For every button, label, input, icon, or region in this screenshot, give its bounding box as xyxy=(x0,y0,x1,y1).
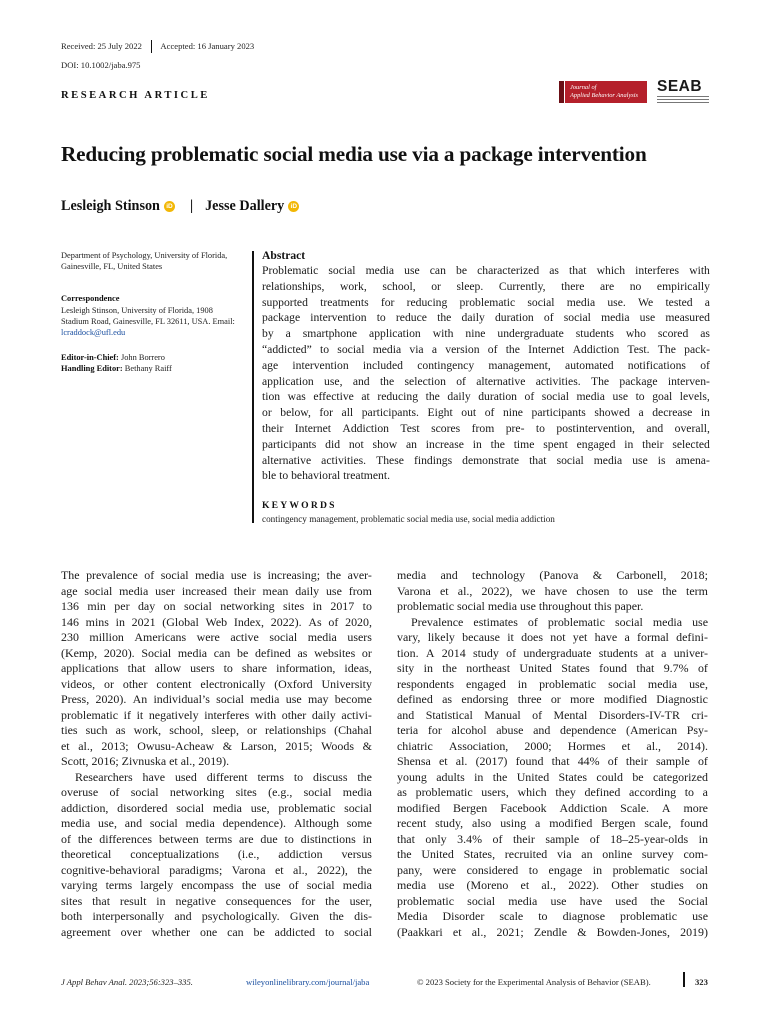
article-meta xyxy=(61,40,254,71)
text-line: participants did not show an increase in the time spent engaged in their selected xyxy=(262,437,710,451)
editors xyxy=(61,352,241,374)
text-line: their Internet Addiction Test scores from pre- to postintervention, and overall, xyxy=(262,421,710,435)
text-line: 136 min per day on social networking sites in 2017 to xyxy=(61,599,372,613)
abstract-divider xyxy=(252,251,254,523)
editor-name: John Borrero xyxy=(120,353,165,363)
text-line: cognitive-behavioral paradigms; Varona et al., 2022), the xyxy=(61,862,372,877)
text-line: vary, likely because it does not yet have a formal defini- xyxy=(397,630,708,644)
text-line: theoretical conceptualizations (i.e., addiction versus xyxy=(61,847,372,861)
correspondence xyxy=(61,293,241,338)
text-line: addiction, disordered social media use, problematic social xyxy=(61,800,372,815)
correspondence-address: Lesleigh Stinson, University of Florida, 1908 Stadium Road, Gainesville, FL 32611, USA. xyxy=(61,305,213,326)
article-sidebar xyxy=(61,250,241,384)
text-line: pany, were considered to engage in problematic social xyxy=(397,862,708,877)
text-line: ble to behavioral treatment. xyxy=(262,469,390,483)
text-line: The prevalence of social media use is increasing; the aver- xyxy=(61,568,372,582)
text-line: media and technology (Panova & Carbonell, 2018; xyxy=(397,568,708,582)
email-link[interactable]: lcraddock@ufl.edu xyxy=(61,328,126,338)
text-line: alternative activities. These findings demonstrate that social media use is amena- xyxy=(262,453,710,467)
received-date: Received: 25 July 2022 xyxy=(61,41,142,51)
text-line: Researchers have used different terms to discuss the xyxy=(75,769,372,784)
text-line: 230 million Americans were active social media users xyxy=(61,630,372,644)
handling-editor-label: Handling Editor: xyxy=(61,364,123,374)
correspondence-label: Correspondence xyxy=(61,294,120,304)
text-line: varying terms largely encompass the use of social media xyxy=(61,878,372,892)
text-line: young adults in the United States could be categorized xyxy=(397,769,708,784)
text-line: applications that allow users to share information, ideas, xyxy=(61,661,372,675)
abstract-heading: Abstract xyxy=(262,249,306,262)
text-line: chiatric Association, 2000; Hormes et al., 2014). xyxy=(397,738,708,753)
text-line: Press, 2020). An individual’s social media use may become xyxy=(61,692,372,706)
text-line: Varona et al., 2022), we have chosen to use the term xyxy=(397,583,708,598)
meta-divider xyxy=(151,40,153,53)
email-label: Email: xyxy=(212,316,235,326)
article-title: Reducing problematic social media use via a package intervention xyxy=(61,142,647,166)
footer-url[interactable]: wileyonlinelibrary.com/journal/jaba xyxy=(246,977,370,987)
text-line: Prevalence estimates of problematic social media use xyxy=(411,614,708,629)
orcid-icon[interactable]: iD xyxy=(164,201,175,212)
keywords-heading: KEYWORDS xyxy=(262,500,337,511)
keywords-list: contingency management, problematic social media use, social media addiction xyxy=(262,514,555,524)
text-line: overuse of social networking sites (e.g., social media xyxy=(61,785,372,799)
text-line: media use, and social media dependence). Although some xyxy=(61,816,372,830)
editor-label: Editor-in-Chief: xyxy=(61,353,119,363)
text-line: tion. A 2014 study of undergraduate students at a univer- xyxy=(397,645,708,660)
text-line: teria for alcohol abuse and dependence (American Psy- xyxy=(397,723,708,737)
text-line: Media Disorder scale to diagnose problematic use xyxy=(397,909,708,923)
text-line: supported treatments for reducing problematic social media use. We tested a xyxy=(262,295,710,309)
author-separator: | xyxy=(189,198,194,214)
body-column-right xyxy=(397,568,708,940)
text-line: the United States, recruited via an online survey com- xyxy=(397,847,708,861)
text-line: et al., 2013; Owusu-Acheaw & Larson, 2015; Woods & xyxy=(61,738,372,753)
text-line: Shensa et al. (2017) found that 44% of their sample of xyxy=(397,754,708,768)
text-line: 146 mins in 2021 (Global Web Index, 2022). As of 2020, xyxy=(61,614,372,629)
text-line: relationships, work, school, or sleep. Currently, there are no empirically xyxy=(262,279,710,293)
text-line: (Paakkari et al., 2021; Zendle & Bowden-Jones, 2019) xyxy=(397,924,708,939)
section-label: RESEARCH ARTICLE xyxy=(61,90,210,101)
text-line: Scott, 2016; Zivnuska et al., 2019). xyxy=(61,754,230,768)
text-line: that only 3.4% of their sample of 18–25-year-olds in xyxy=(397,831,708,846)
text-line: “addicted” to social media via a version of the Internet Addiction Test. The pack- xyxy=(262,342,710,356)
author-name[interactable]: Jesse Dallery xyxy=(205,198,285,214)
text-line: age social media user increased their mean daily use from xyxy=(61,583,372,598)
text-line: Problematic social media use can be characterized as that which interferes with xyxy=(262,264,710,277)
text-line: age intervention included contingency management, automated notifications of xyxy=(262,358,710,372)
text-line: of the differences between terms are due to distinctions in xyxy=(61,831,372,846)
text-line: recent study, also using a modified Bergen scale, found xyxy=(397,816,708,830)
page-number: 323 xyxy=(695,977,708,987)
text-line: or below, for all participants. Eight out of nine participants showed a decrease in xyxy=(262,406,710,420)
handling-editor-name: Bethany Raiff xyxy=(124,364,172,374)
author-name[interactable]: Lesleigh Stinson xyxy=(61,198,160,214)
text-line: defined as endorsing three or more modified Diagnostic xyxy=(397,692,708,706)
text-line: application use, and the selection of alternative activities. The package interven- xyxy=(262,374,710,388)
text-line: respondents engaged in problematic social media use, xyxy=(397,676,708,691)
accepted-date: Accepted: 16 January 2023 xyxy=(160,41,255,51)
body-column-left xyxy=(61,568,372,940)
text-line: videos, or other content electronically (Oxford University xyxy=(61,676,372,691)
text-line: package intervention to reduce the daily duration of social media use measured xyxy=(262,311,710,325)
text-line: problematic if it negatively interferes with other daily activi- xyxy=(61,707,372,722)
doi[interactable]: DOI: 10.1002/jaba.975 xyxy=(61,60,141,70)
text-line: media use (Moreno et al., 2022). Other studies on xyxy=(397,878,708,892)
footer-divider xyxy=(683,972,685,987)
text-line: problematic social media use have used the Social xyxy=(397,893,708,908)
text-line: sity in the northeast United States found that 9.7% of xyxy=(397,661,708,675)
footer-citation: J Appl Behav Anal. 2023;56:323–335. xyxy=(61,977,193,987)
author-list xyxy=(61,198,299,215)
text-line: (Kemp, 2020). Social media can be defined as websites or xyxy=(61,645,372,660)
seab-logo: SEAB xyxy=(657,79,709,104)
text-line: both interpersonally and psychologically. Given the dis- xyxy=(61,909,372,923)
orcid-icon[interactable]: iD xyxy=(288,201,299,212)
text-line: agreement over whether one can be addicted to social xyxy=(61,924,372,939)
text-line: problematic social media use throughout this paper. xyxy=(397,599,644,613)
journal-logo: Journal of Applied Behavior Analysis xyxy=(565,81,647,103)
affiliation: Department of Psychology, University of Florida, Gainesville, FL, United States xyxy=(61,251,228,272)
text-line: modified Bergen Facebook Addiction Scale. A more xyxy=(397,800,708,815)
text-line: sites that result in negative consequences for the user, xyxy=(61,893,372,908)
footer-copyright: © 2023 Society for the Experimental Analysis of Behavior (SEAB). xyxy=(417,977,651,987)
abstract xyxy=(262,249,710,484)
text-line: as problematic users, which they defined according to a xyxy=(397,785,708,799)
text-line: ties such as work, school, sleep, or relationships (Chahal xyxy=(61,723,372,737)
text-line: tion was effective at reducing the daily duration of social media use to goal levels, xyxy=(262,390,710,404)
text-line: by a smartphone application with nine undergraduate students who scored as xyxy=(262,327,710,341)
abstract-body xyxy=(262,263,710,484)
text-line: and Statistical Manual of Mental Disorders-IV-TR cri- xyxy=(397,707,708,722)
